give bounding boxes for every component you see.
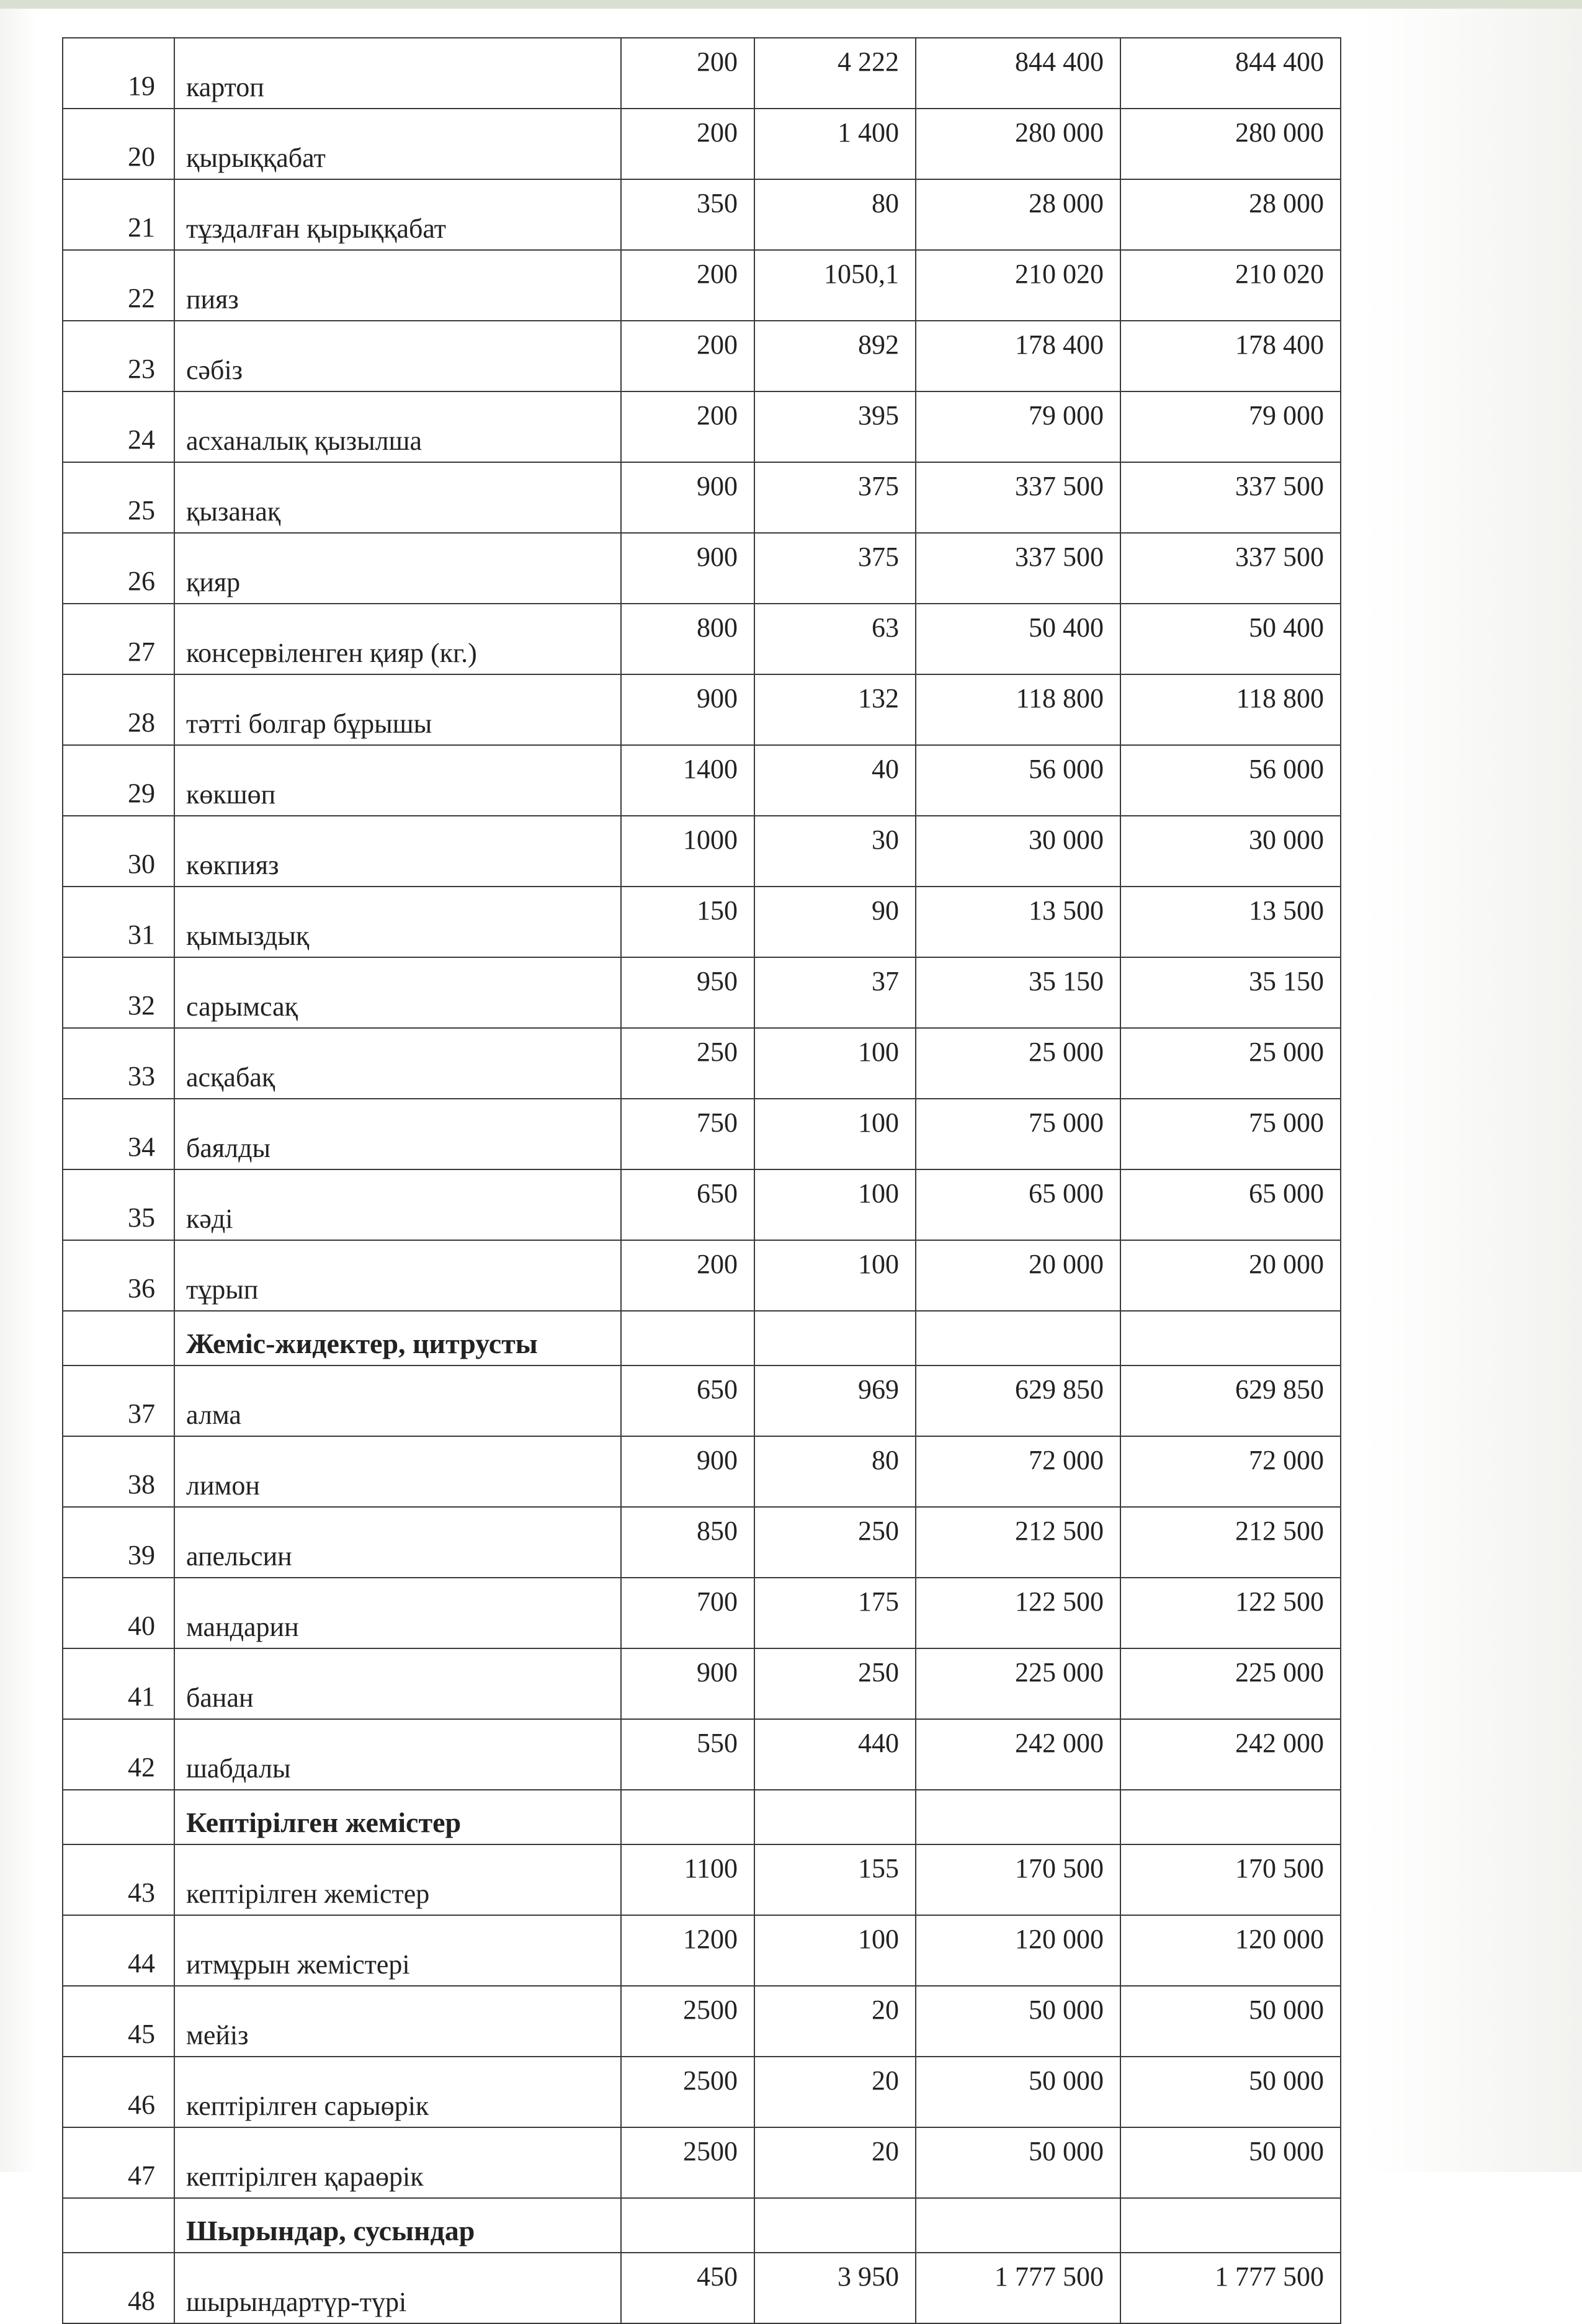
section-header-row [63,1790,1341,1844]
section-empty-cell [621,2198,754,2253]
sum-cell: 1 777 500 [916,2253,1120,2323]
sum-cell: 20 000 [916,1240,1120,1311]
total-cell: 844 400 [1120,38,1341,109]
item-name: сәбіз [174,321,621,391]
table-row [63,1844,1341,1915]
quantity-cell: 150 [621,887,754,957]
price-cell: 1050,1 [754,250,916,321]
total-cell: 280 000 [1120,109,1341,179]
row-number: 44 [63,1915,174,1986]
sum-cell: 30 000 [916,816,1120,887]
row-number: 26 [63,533,174,604]
scan-top-edge [0,0,1582,9]
item-name: кәді [174,1169,621,1240]
total-cell: 178 400 [1120,321,1341,391]
section-header-row [63,1311,1341,1365]
quantity-cell: 200 [621,109,754,179]
quantity-cell: 900 [621,1648,754,1719]
row-number: 46 [63,2057,174,2127]
total-cell: 337 500 [1120,462,1341,533]
sum-cell: 50 000 [916,2057,1120,2127]
item-name: кептірілген сарыөрік [174,2057,621,2127]
table-row [63,462,1341,533]
quantity-cell: 1000 [621,816,754,887]
section-header-row [63,2198,1341,2253]
table-row [63,1578,1341,1648]
row-number: 24 [63,391,174,462]
quantity-cell: 2500 [621,2127,754,2198]
sum-cell: 56 000 [916,745,1120,816]
total-cell: 1 777 500 [1120,2253,1341,2323]
table-row [63,604,1341,674]
sum-cell: 72 000 [916,1436,1120,1507]
item-name: қымыздық [174,887,621,957]
table-row [63,816,1341,887]
price-cell: 20 [754,2057,916,2127]
item-name: қырыққабат [174,109,621,179]
sum-cell: 120 000 [916,1915,1120,1986]
row-number: 32 [63,957,174,1028]
price-cell: 63 [754,604,916,674]
price-cell: 175 [754,1578,916,1648]
price-cell: 90 [754,887,916,957]
quantity-cell: 650 [621,1169,754,1240]
table-row [63,109,1341,179]
sum-cell: 79 000 [916,391,1120,462]
total-cell: 20 000 [1120,1240,1341,1311]
total-cell: 75 000 [1120,1099,1341,1169]
row-number: 33 [63,1028,174,1099]
price-cell: 100 [754,1169,916,1240]
section-number-cell [63,1311,174,1365]
table-row [63,1915,1341,1986]
table-row [63,1240,1341,1311]
item-name: кептірілген қараөрік [174,2127,621,2198]
item-name: консервіленген қияр (кг.) [174,604,621,674]
table-row [63,38,1341,109]
quantity-cell: 1400 [621,745,754,816]
price-cell: 40 [754,745,916,816]
row-number: 28 [63,674,174,745]
item-name: итмұрын жемістері [174,1915,621,1986]
item-name: тәтті болгар бұрышы [174,674,621,745]
section-empty-cell [621,1790,754,1844]
row-number: 47 [63,2127,174,2198]
quantity-cell: 1100 [621,1844,754,1915]
quantity-cell: 650 [621,1365,754,1436]
sum-cell: 13 500 [916,887,1120,957]
total-cell: 337 500 [1120,533,1341,604]
row-number: 30 [63,816,174,887]
item-name: пияз [174,250,621,321]
item-name: тұздалған қырыққабат [174,179,621,250]
section-empty-cell [1120,1790,1341,1844]
table-row [63,745,1341,816]
item-name: қызанақ [174,462,621,533]
section-title: Жеміс-жидектер, цитрусты [174,1311,621,1365]
table-row [63,674,1341,745]
item-name: апельсин [174,1507,621,1578]
item-name: банан [174,1648,621,1719]
quantity-cell: 200 [621,391,754,462]
quantity-cell: 700 [621,1578,754,1648]
item-name: алма [174,1365,621,1436]
table-row [63,1986,1341,2057]
price-cell: 969 [754,1365,916,1436]
row-number: 21 [63,179,174,250]
price-cell: 155 [754,1844,916,1915]
price-cell: 100 [754,1028,916,1099]
section-number-cell [63,1790,174,1844]
sum-cell: 50 400 [916,604,1120,674]
row-number: 45 [63,1986,174,2057]
row-number: 38 [63,1436,174,1507]
table-row [63,250,1341,321]
sum-cell: 50 000 [916,1986,1120,2057]
total-cell: 30 000 [1120,816,1341,887]
row-number: 25 [63,462,174,533]
sum-cell: 242 000 [916,1719,1120,1790]
item-name: картоп [174,38,621,109]
item-name: кептірілген жемістер [174,1844,621,1915]
row-number: 23 [63,321,174,391]
price-cell: 3 950 [754,2253,916,2323]
section-empty-cell [916,2198,1120,2253]
total-cell: 210 020 [1120,250,1341,321]
table-row [63,1719,1341,1790]
total-cell: 120 000 [1120,1915,1341,1986]
sum-cell: 337 500 [916,462,1120,533]
sum-cell: 122 500 [916,1578,1120,1648]
total-cell: 118 800 [1120,674,1341,745]
table-row [63,2057,1341,2127]
sum-cell: 50 000 [916,2127,1120,2198]
price-cell: 100 [754,1240,916,1311]
table-row [63,887,1341,957]
price-cell: 1 400 [754,109,916,179]
price-cell: 250 [754,1507,916,1578]
price-cell: 375 [754,462,916,533]
price-cell: 892 [754,321,916,391]
table-row [63,1169,1341,1240]
item-name: шабдалы [174,1719,621,1790]
total-cell: 56 000 [1120,745,1341,816]
item-name: асқабақ [174,1028,621,1099]
row-number: 20 [63,109,174,179]
price-cell: 100 [754,1915,916,1986]
sum-cell: 178 400 [916,321,1120,391]
row-number: 19 [63,38,174,109]
row-number: 27 [63,604,174,674]
section-empty-cell [754,2198,916,2253]
price-cell: 395 [754,391,916,462]
table-row [63,179,1341,250]
sum-cell: 212 500 [916,1507,1120,1578]
row-number: 36 [63,1240,174,1311]
sum-cell: 65 000 [916,1169,1120,1240]
sum-cell: 75 000 [916,1099,1120,1169]
section-empty-cell [916,1311,1120,1365]
row-number: 29 [63,745,174,816]
section-empty-cell [1120,2198,1341,2253]
price-cell: 20 [754,1986,916,2057]
table-row [63,391,1341,462]
row-number: 35 [63,1169,174,1240]
price-cell: 20 [754,2127,916,2198]
item-name: мейіз [174,1986,621,2057]
sum-cell: 25 000 [916,1028,1120,1099]
item-name: сарымсақ [174,957,621,1028]
item-name: лимон [174,1436,621,1507]
price-cell: 80 [754,179,916,250]
quantity-cell: 750 [621,1099,754,1169]
total-cell: 242 000 [1120,1719,1341,1790]
total-cell: 13 500 [1120,887,1341,957]
row-number: 48 [63,2253,174,2323]
sum-cell: 35 150 [916,957,1120,1028]
sum-cell: 210 020 [916,250,1120,321]
price-cell: 37 [754,957,916,1028]
total-cell: 50 000 [1120,1986,1341,2057]
table-row [63,321,1341,391]
row-number: 42 [63,1719,174,1790]
total-cell: 65 000 [1120,1169,1341,1240]
total-cell: 212 500 [1120,1507,1341,1578]
sum-cell: 280 000 [916,109,1120,179]
item-name: мандарин [174,1578,621,1648]
total-cell: 225 000 [1120,1648,1341,1719]
table-row [63,1648,1341,1719]
section-empty-cell [754,1790,916,1844]
row-number: 22 [63,250,174,321]
item-name: баялды [174,1099,621,1169]
total-cell: 629 850 [1120,1365,1341,1436]
quantity-cell: 900 [621,462,754,533]
row-number: 31 [63,887,174,957]
sum-cell: 118 800 [916,674,1120,745]
item-name: көкшөп [174,745,621,816]
total-cell: 35 150 [1120,957,1341,1028]
quantity-cell: 200 [621,321,754,391]
total-cell: 50 000 [1120,2057,1341,2127]
budget-table-body [63,38,1341,2323]
quantity-cell: 800 [621,604,754,674]
sum-cell: 337 500 [916,533,1120,604]
total-cell: 170 500 [1120,1844,1341,1915]
quantity-cell: 1200 [621,1915,754,1986]
quantity-cell: 900 [621,1436,754,1507]
total-cell: 50 400 [1120,604,1341,674]
quantity-cell: 2500 [621,2057,754,2127]
table-row [63,2253,1341,2323]
table-row [63,1365,1341,1436]
section-empty-cell [621,1311,754,1365]
section-title: Кептірілген жемістер [174,1790,621,1844]
quantity-cell: 850 [621,1507,754,1578]
price-cell: 30 [754,816,916,887]
row-number: 41 [63,1648,174,1719]
budget-table [62,37,1341,2324]
quantity-cell: 900 [621,674,754,745]
quantity-cell: 200 [621,38,754,109]
quantity-cell: 200 [621,250,754,321]
quantity-cell: 2500 [621,1986,754,2057]
sum-cell: 225 000 [916,1648,1120,1719]
sum-cell: 629 850 [916,1365,1120,1436]
price-cell: 132 [754,674,916,745]
quantity-cell: 250 [621,1028,754,1099]
section-empty-cell [754,1311,916,1365]
quantity-cell: 550 [621,1719,754,1790]
total-cell: 25 000 [1120,1028,1341,1099]
row-number: 37 [63,1365,174,1436]
table-row [63,957,1341,1028]
row-number: 43 [63,1844,174,1915]
price-cell: 80 [754,1436,916,1507]
section-title: Шырындар, сусындар [174,2198,621,2253]
total-cell: 72 000 [1120,1436,1341,1507]
table-row [63,1028,1341,1099]
quantity-cell: 900 [621,533,754,604]
price-cell: 375 [754,533,916,604]
sum-cell: 170 500 [916,1844,1120,1915]
table-row [63,1099,1341,1169]
item-name: шырындартүр-түрі [174,2253,621,2323]
table-row [63,1436,1341,1507]
total-cell: 50 000 [1120,2127,1341,2198]
price-cell: 250 [754,1648,916,1719]
total-cell: 122 500 [1120,1578,1341,1648]
sum-cell: 844 400 [916,38,1120,109]
sum-cell: 28 000 [916,179,1120,250]
total-cell: 28 000 [1120,179,1341,250]
price-cell: 100 [754,1099,916,1169]
quantity-cell: 350 [621,179,754,250]
quantity-cell: 450 [621,2253,754,2323]
total-cell: 79 000 [1120,391,1341,462]
row-number: 39 [63,1507,174,1578]
price-cell: 440 [754,1719,916,1790]
row-number: 34 [63,1099,174,1169]
item-name: қияр [174,533,621,604]
table-row [63,533,1341,604]
section-number-cell [63,2198,174,2253]
table-row [63,1507,1341,1578]
price-cell: 4 222 [754,38,916,109]
quantity-cell: 200 [621,1240,754,1311]
quantity-cell: 950 [621,957,754,1028]
row-number: 40 [63,1578,174,1648]
table-row [63,2127,1341,2198]
section-empty-cell [1120,1311,1341,1365]
item-name: асханалық қызылша [174,391,621,462]
item-name: көкпияз [174,816,621,887]
item-name: тұрып [174,1240,621,1311]
section-empty-cell [916,1790,1120,1844]
